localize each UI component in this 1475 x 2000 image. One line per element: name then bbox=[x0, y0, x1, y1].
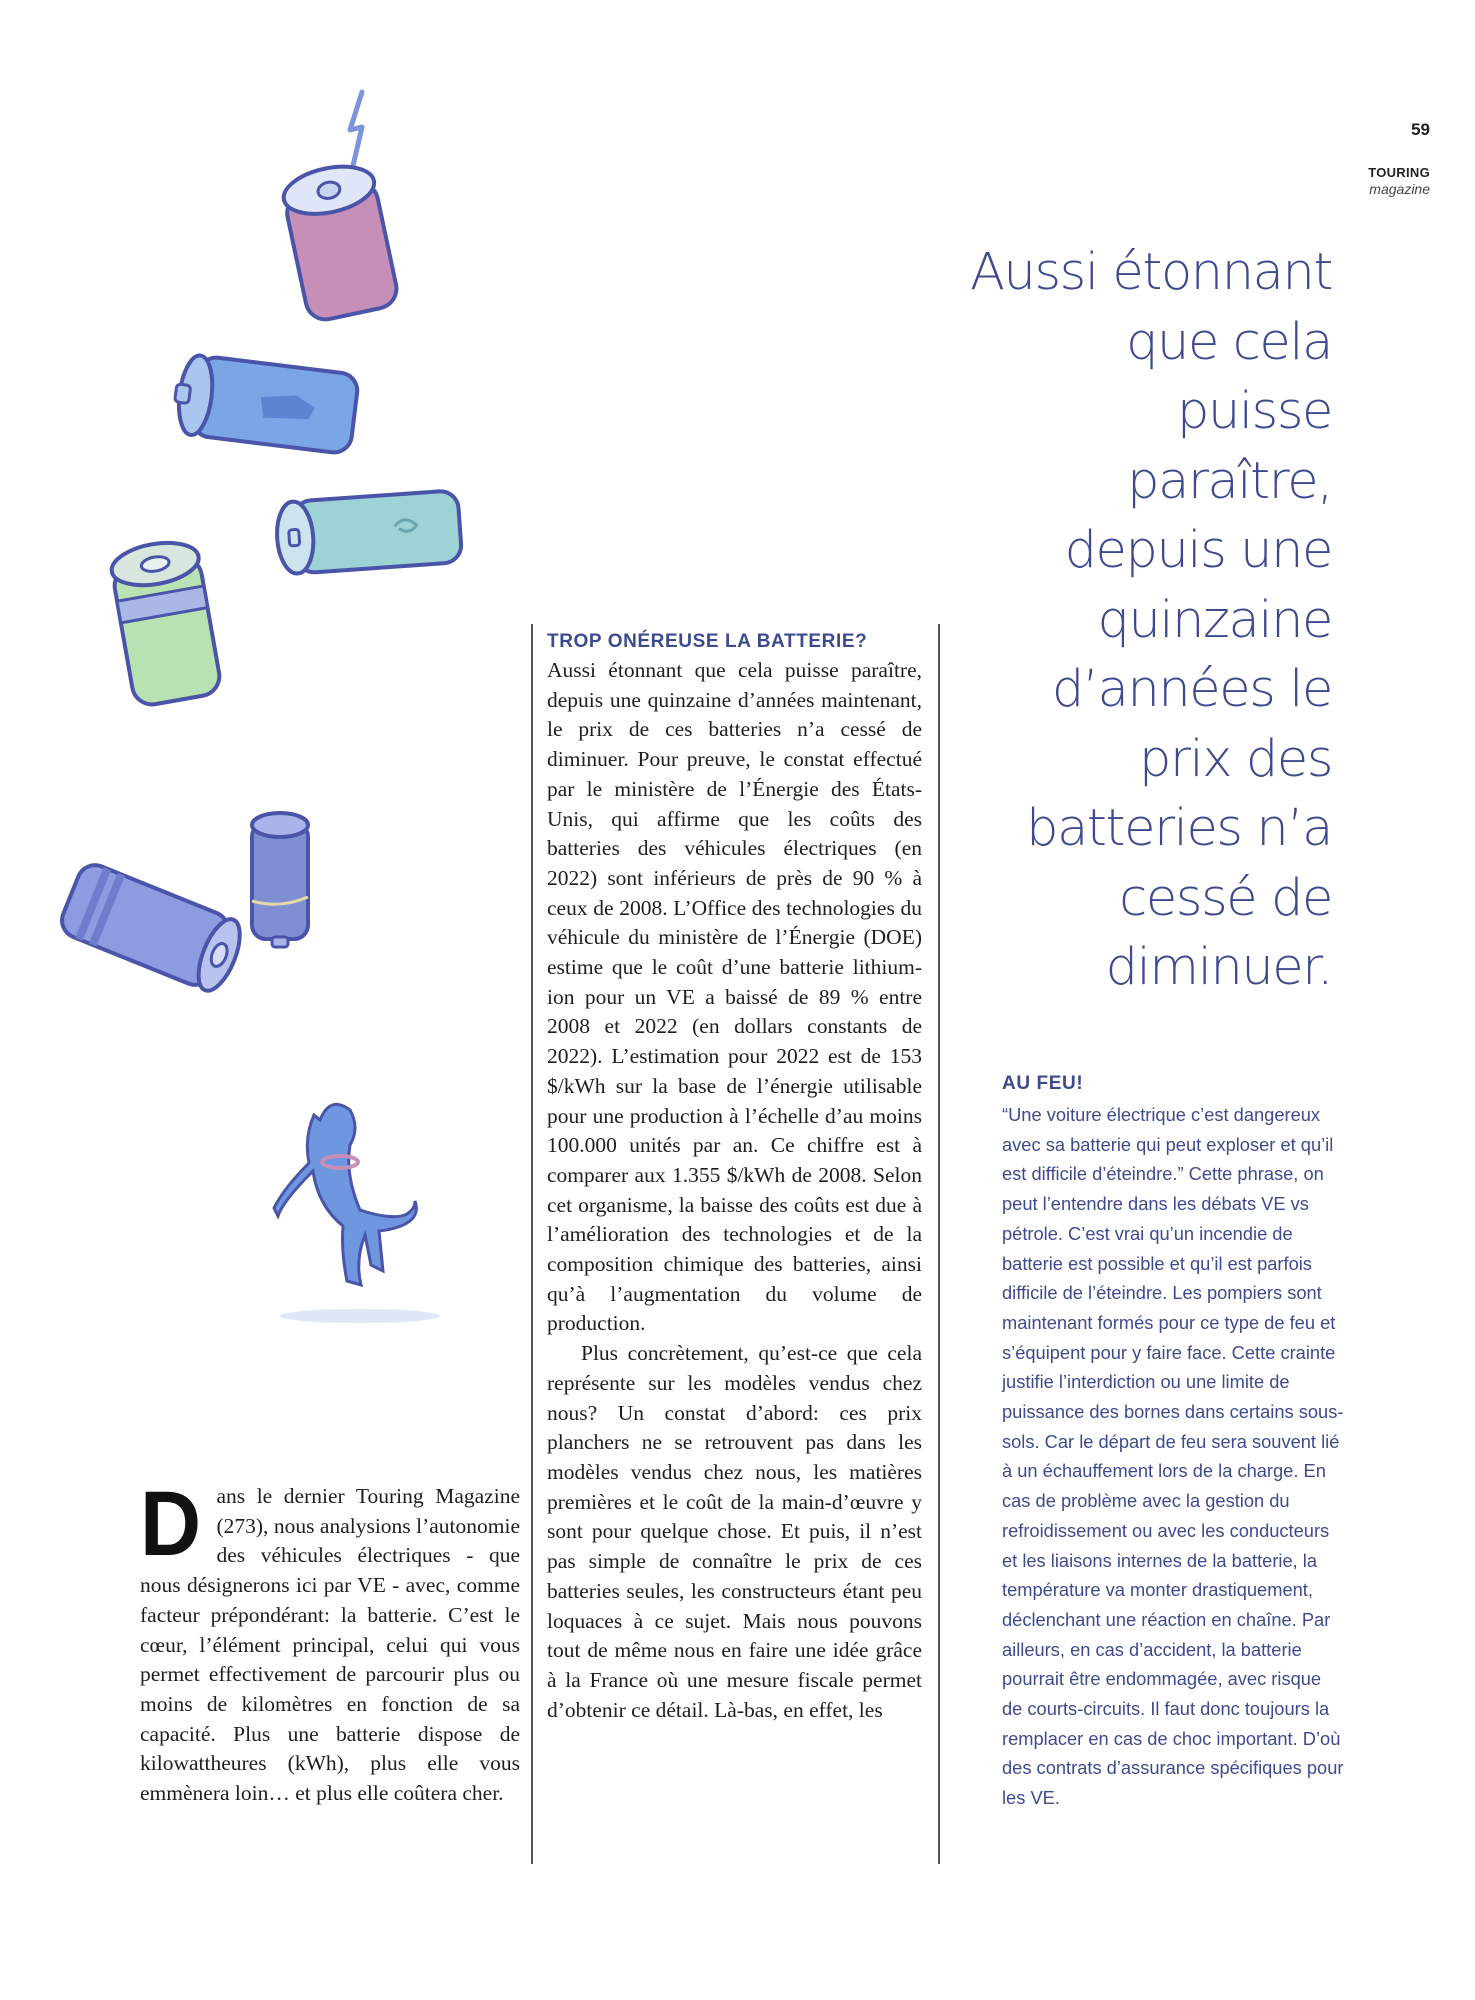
brand-subtitle: magazine bbox=[1369, 181, 1430, 197]
battery-teal-icon bbox=[275, 490, 463, 575]
section-heading: TROP ONÉREUSE LA BATTERIE? bbox=[547, 631, 868, 652]
battery-illustration bbox=[0, 0, 560, 1360]
battery-small-icon bbox=[252, 813, 308, 947]
page-number: 59 bbox=[1411, 120, 1430, 139]
lightning-icon bbox=[350, 92, 362, 170]
battery-blue-icon bbox=[171, 353, 359, 454]
main-article-column bbox=[547, 628, 922, 1725]
sidebar-text: “Une voiture électrique c’est dangereux avec sa batterie qui peut exploser et qu’il est difficile d’éteindre.” Cette phrase, on peut l’entendre dans les débats VE vs pétrole. C’est vrai qu’un incendie de batterie est possible et qu’il est parfois difficile de l’éteindre. Les pompiers sont maintenant formés pour ce type de feu et s’équipent pour y faire face. Cette crainte justifie l’interdiction ou une limite de puissance des bornes dans certains sous-sols. Car le départ de feu sera souvent lié à un échauffement lors de la charge. En cas de problème avec la gestion du refroidissement ou avec les conducteurs et les liaisons internes de la batterie, la température va monter drastiquement, déclenchant une réaction en chaîne. Par ailleurs, en cas d’accident, la batterie pourrait être endommagée, avec risque de courts-circuits. Il faut donc toujours la remplacer en cas de choc important. D’où des contrats d’assurance spécifiques pour les VE. bbox=[1002, 1104, 1344, 1809]
drop-cap: D bbox=[140, 1473, 202, 1575]
sidebar-box bbox=[1002, 1070, 1345, 1813]
intro-text: ans le dernier Touring Magazine (273), nous analysions l’autonomie des véhicules électriques - que nous désignerons ici par VE - avec, comme facteur prépondérant: la batterie. C’est le cœur, l’élément principal, celui qui vous permet effectivement de parcourir plus ou moins de kilomètres en fonction de sa capacité. Plus une batterie dispose de kilowattheures (kWh), plus elle vous emmènera loin… et plus elle coûtera cher. bbox=[140, 1484, 520, 1806]
brand-title: TOURING bbox=[1368, 165, 1430, 180]
battery-green-icon bbox=[108, 537, 222, 708]
article-paragraph: Plus concrètement, qu’est-ce que cela représente sur les modèles vendus chez nous? Un constat d’abord: ces prix planchers ne se retrouvent pas dans les modèles vendus chez nous, les matières premières et le coût de la main-d’œuvre y sont pour quelque chose. Et puis, il n’est pas simple de connaître le prix de ces batteries seules, les constructeurs étant peu loquaces à ce sujet. Mais nous pouvons tout de même nous en faire une idée grâce à la France où une mesure fiscale permet d’obtenir ce détail. Là-bas, en effet, les bbox=[547, 1341, 922, 1722]
intro-column bbox=[140, 1473, 520, 1809]
column-divider bbox=[531, 624, 533, 1864]
battery-pink-icon bbox=[279, 159, 400, 323]
pull-quote: Aussi étonnant que cela puisse paraître, depuis une quinzaine d’années le prix des batteries n’a cessé de diminuer. bbox=[970, 243, 1332, 997]
sidebar-heading: AU FEU! bbox=[1002, 1073, 1084, 1094]
dog-icon bbox=[274, 1104, 440, 1323]
article-paragraph: Aussi étonnant que cela puisse paraître, depuis une quinzaine d’années maintenant, le prix de ces batteries n’a cessé de diminuer. Pour preuve, le constat effectué par le ministère de l’Énergie des États-Unis, qui affirme que les coûts des batteries des véhicules électriques (en 2022) sont inférieurs de près de 90 % à ceux de 2008. L’Office des technologies du véhicule du ministère de l’Énergie (DOE) estime que le coût d’une batterie lithium-ion pour un VE a baissé de 89 % entre 2008 et 2022 (en dollars constants de 2022). L’estimation pour 2022 est de 153 $/kWh sur la base de l’énergie utilisable pour une production à l’échelle d’au moins 100.000 unités par an. Ce chiffre est à comparer aux 1.355 $/kWh de 2008. Selon cet organisme, la baisse des coûts est due à l’amélioration des technologies et de la composition chimique des batteries, ainsi qu’à l’augmentation du volume de production. bbox=[547, 658, 922, 1336]
column-divider bbox=[938, 624, 940, 1864]
magazine-brand bbox=[1330, 165, 1430, 197]
battery-violet-icon bbox=[57, 860, 249, 996]
